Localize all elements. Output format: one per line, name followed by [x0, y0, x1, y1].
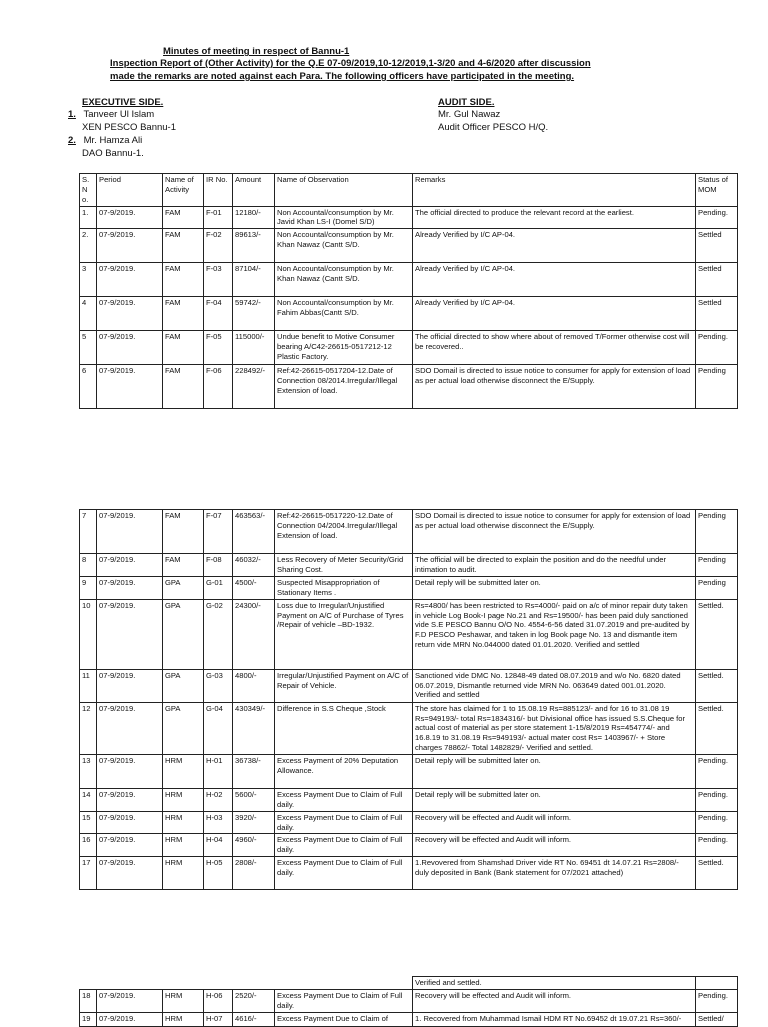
cell-amount: 5600/-	[233, 789, 275, 812]
cell-activity: FAM	[163, 229, 204, 263]
audit-officer-name: Mr. Gul Nawaz	[438, 109, 501, 120]
cell-status: Pending	[696, 365, 738, 409]
cell-activity: GPA	[163, 577, 204, 600]
table-row	[80, 989, 738, 1012]
table-row	[80, 857, 738, 890]
cell-status: Pending	[696, 510, 738, 554]
cell-sno: 2.	[80, 229, 97, 263]
cell-period: 07-9/2019.	[97, 554, 163, 577]
cell-status: Settled.	[696, 599, 738, 669]
cell-observation: Undue benefit to Motive Consumer bearing A/C42-26615-0517212-12 Plastic Factory.	[275, 331, 413, 365]
header-ir-no: IR No.	[204, 174, 233, 207]
cell-status: Pending	[696, 577, 738, 600]
cell-ir-no: F-07	[204, 510, 233, 554]
cell-period: 07-9/2019.	[97, 857, 163, 890]
header-status: Status of MOM	[696, 174, 738, 207]
cell-observation: Irregular/Unjustified Payment on A/C of Repair of Vehicle.	[275, 669, 413, 702]
cell-sno: 11	[80, 669, 97, 702]
cell-observation: Excess Payment Due to Claim of Full daily.	[275, 857, 413, 890]
cell-sno: 12	[80, 702, 97, 754]
cell-amount: 4960/-	[233, 834, 275, 857]
cell-observation: Excess Payment Due to Claim of Full daily.	[275, 789, 413, 812]
cell-observation: Ref:42-26615-0517220-12.Date of Connection 04/2004.Irregular/Illegal Extension of load.	[275, 510, 413, 554]
cell-sno: 19	[80, 1012, 97, 1026]
cell-activity: HRM	[163, 789, 204, 812]
header-remarks: Remarks	[413, 174, 696, 207]
cell-status: Pending.	[696, 789, 738, 812]
cell-activity: FAM	[163, 554, 204, 577]
cell-remarks: SDO Domail is directed to issue notice to consumer for apply for extension of load as per actual load otherwise disconnect the E/Supply.	[413, 510, 696, 554]
table-header-row	[80, 174, 738, 207]
executive-officer-2-name	[68, 135, 142, 146]
cell-observation: Suspected Misappropriation of Stationary Items .	[275, 577, 413, 600]
cell-ir-no: F-03	[204, 263, 233, 297]
table-row	[80, 510, 738, 554]
cell-observation: Excess Payment Due to Claim of	[275, 1012, 413, 1026]
header-activity: Name of Activity	[163, 174, 204, 207]
table-row	[80, 229, 738, 263]
cell-remarks: SDO Domail is directed to issue notice to consumer for apply for extension of load as per actual load otherwise disconnect the E/Supply.	[413, 365, 696, 409]
cell-ir-no: G-03	[204, 669, 233, 702]
table-row	[80, 599, 738, 669]
table-row	[80, 789, 738, 812]
cell-period: 07-9/2019.	[97, 297, 163, 331]
cell-ir-no: F-08	[204, 554, 233, 577]
cell-status: Settled/	[696, 1012, 738, 1026]
cell-period: 07-9/2019.	[97, 229, 163, 263]
cell-amount: 3920/-	[233, 811, 275, 834]
cell-sno: 10	[80, 599, 97, 669]
cell-period: 07-9/2019.	[97, 811, 163, 834]
cell-remarks: Recovery will be effected and Audit will inform.	[413, 834, 696, 857]
cell-amount: 4500/-	[233, 577, 275, 600]
cell-remarks: 1. Recovered from Muhammad Ismail HDM RT No.69452 dt 19.07.21 Rs=360/-	[413, 1012, 696, 1026]
cell-sno: 8	[80, 554, 97, 577]
cell-ir-no: H-04	[204, 834, 233, 857]
cell-observation: Non Accountal/consumption by Mr. Khan Nawaz (Cantt S/D.	[275, 263, 413, 297]
cell-ir-no: F-06	[204, 365, 233, 409]
header-period: Period	[97, 174, 163, 207]
empty-cell	[163, 977, 204, 990]
cell-remarks: Rs=4800/ has been restricted to Rs=4000/- paid on a/c of minor repair duty taken in vehicle Log Book-I page No.21 and Rs=19500/- has been paid duly sanctioned vide S.E PESCO Bannu O/O No. 4554-6-56 dated 31.07.2019 and pre-audited by F.D PESCO Peshawar, and taken in log Book page No. 13 and dismantle item return vide MRN No.044000 dated 01.01.2020. Verified and settled	[413, 599, 696, 669]
cell-amount: 2520/-	[233, 989, 275, 1012]
table-row	[80, 297, 738, 331]
carry-over-remark: Verified and settled.	[413, 977, 696, 990]
cell-ir-no: H-03	[204, 811, 233, 834]
empty-cell	[80, 977, 97, 990]
observations-table-part-2	[79, 509, 738, 890]
cell-amount: 430349/-	[233, 702, 275, 754]
cell-amount: 36738/-	[233, 755, 275, 789]
officer-number: 1.	[68, 109, 76, 120]
cell-ir-no: F-01	[204, 206, 233, 229]
cell-period: 07-9/2019.	[97, 669, 163, 702]
table-row	[80, 365, 738, 409]
cell-remarks: Already Verified by I/C AP-04.	[413, 263, 696, 297]
cell-activity: HRM	[163, 755, 204, 789]
cell-amount: 4800/-	[233, 669, 275, 702]
cell-observation: Excess Payment Due to Claim of Full daily.	[275, 989, 413, 1012]
cell-remarks: Detail reply will be submitted later on.	[413, 789, 696, 812]
cell-remarks: The official will be directed to explain the position and do the needful under intimation to audit.	[413, 554, 696, 577]
cell-activity: FAM	[163, 297, 204, 331]
cell-sno: 13	[80, 755, 97, 789]
table-row	[80, 554, 738, 577]
cell-observation: Ref:42-26615-0517204-12.Date of Connection 08/2014.Irregular/Illegal Extension of load.	[275, 365, 413, 409]
table-row	[80, 702, 738, 754]
empty-cell	[275, 977, 413, 990]
cell-observation: Non Accountal/consumption by Mr. Javid Khan LS-I (Domel S/D)	[275, 206, 413, 229]
cell-status: Settled.	[696, 702, 738, 754]
cell-period: 07-9/2019.	[97, 263, 163, 297]
cell-sno: 16	[80, 834, 97, 857]
cell-status: Pending	[696, 554, 738, 577]
observations-table-part-1	[79, 173, 738, 409]
cell-amount: 463563/-	[233, 510, 275, 554]
cell-observation: Excess Payment of 20% Deputation Allowance.	[275, 755, 413, 789]
table-row	[80, 263, 738, 297]
cell-status: Pending.	[696, 989, 738, 1012]
cell-remarks: Sanctioned vide DMC No. 12848-49 dated 08.07.2019 and w/o No. 6820 dated 06.07.2019, Dismantle returned vide MRN No. 063649 dated 001.01.2020. Verified and settled	[413, 669, 696, 702]
table-row	[80, 811, 738, 834]
executive-officer-1-name	[68, 109, 154, 120]
cell-ir-no: F-05	[204, 331, 233, 365]
cell-period: 07-9/2019.	[97, 989, 163, 1012]
document-title: Minutes of meeting in respect of Bannu-1	[163, 46, 350, 57]
cell-amount: 87104/-	[233, 263, 275, 297]
cell-activity: GPA	[163, 702, 204, 754]
cell-amount: 46032/-	[233, 554, 275, 577]
table-row	[80, 206, 738, 229]
cell-period: 07-9/2019.	[97, 365, 163, 409]
table-row	[80, 577, 738, 600]
cell-amount: 228492/-	[233, 365, 275, 409]
observations-table-part-3	[79, 976, 738, 1027]
empty-cell	[233, 977, 275, 990]
cell-status: Pending.	[696, 755, 738, 789]
cell-amount: 4616/-	[233, 1012, 275, 1026]
audit-officer-post: Audit Officer PESCO H/Q.	[438, 122, 549, 133]
table-row	[80, 834, 738, 857]
cell-ir-no: G-02	[204, 599, 233, 669]
cell-sno: 18	[80, 989, 97, 1012]
cell-sno: 5	[80, 331, 97, 365]
cell-activity: GPA	[163, 599, 204, 669]
cell-activity: HRM	[163, 1012, 204, 1026]
carry-over-row	[80, 977, 738, 990]
cell-remarks: Recovery will be effected and Audit will inform.	[413, 989, 696, 1012]
cell-amount: 2808/-	[233, 857, 275, 890]
cell-activity: FAM	[163, 510, 204, 554]
officer-name: Mr. Hamza Ali	[83, 135, 143, 146]
audit-side-title: AUDIT SIDE.	[438, 97, 495, 108]
header-sno: S. N o.	[80, 174, 97, 207]
cell-period: 07-9/2019.	[97, 206, 163, 229]
cell-activity: HRM	[163, 989, 204, 1012]
cell-sno: 7	[80, 510, 97, 554]
document-subtitle-cont: made the remarks are noted against each Para. The following officers have participated in the meeting.	[110, 71, 575, 82]
cell-ir-no: F-02	[204, 229, 233, 263]
cell-remarks: Already Verified by I/C AP-04.	[413, 229, 696, 263]
cell-sno: 9	[80, 577, 97, 600]
cell-sno: 14	[80, 789, 97, 812]
cell-status: Settled	[696, 263, 738, 297]
cell-amount: 59742/-	[233, 297, 275, 331]
cell-activity: HRM	[163, 834, 204, 857]
header-amount: Amount	[233, 174, 275, 207]
cell-activity: HRM	[163, 857, 204, 890]
cell-status: Pending.	[696, 811, 738, 834]
cell-ir-no: G-04	[204, 702, 233, 754]
cell-sno: 15	[80, 811, 97, 834]
cell-remarks: Detail reply will be submitted later on.	[413, 755, 696, 789]
cell-remarks: The official directed to show where about of removed T/Former otherwise cost will be recovered..	[413, 331, 696, 365]
cell-activity: FAM	[163, 331, 204, 365]
cell-activity: FAM	[163, 263, 204, 297]
cell-ir-no: H-05	[204, 857, 233, 890]
cell-observation: Non Accountal/consumption by Mr. Fahim Abbas(Cantt S/D.	[275, 297, 413, 331]
cell-status: Settled.	[696, 857, 738, 890]
cell-observation: Difference in S.S Cheque ,Stock	[275, 702, 413, 754]
empty-cell	[696, 977, 738, 990]
cell-observation: Excess Payment Due to Claim of Full daily.	[275, 834, 413, 857]
cell-amount: 115000/-	[233, 331, 275, 365]
cell-ir-no: H-02	[204, 789, 233, 812]
cell-remarks: The store has claimed for 1 to 15.08.19 Rs=885123/- and for 16 to 31.08 19 Rs=949193/- total Rs=1834316/- but Divisional office has issued S.S.Cheque for actual cost of material as per store statement 1-15/8/2019 Rs=454774/- and 16.8.19 to 31.08.19 Rs=949193/- actual mater cost Rs= 1403967/- + Store charges 78862/- Total 1482829/- Verified and settled.	[413, 702, 696, 754]
cell-period: 07-9/2019.	[97, 834, 163, 857]
cell-remarks: 1.Revovered from Shamshad Driver vide RT No. 69451 dt 14.07.21 Rs=2808/- duly deposited in Bank (Bank statement for 07/2021 attached)	[413, 857, 696, 890]
cell-sno: 1.	[80, 206, 97, 229]
cell-remarks: Detail reply will be submitted later on.	[413, 577, 696, 600]
cell-ir-no: H-01	[204, 755, 233, 789]
cell-status: Settled	[696, 229, 738, 263]
cell-period: 07-9/2019.	[97, 1012, 163, 1026]
cell-ir-no: H-07	[204, 1012, 233, 1026]
header-observation: Name of Observation	[275, 174, 413, 207]
executive-side-title: EXECUTIVE SIDE.	[82, 97, 164, 108]
cell-observation: Less Recovery of Meter Security/Grid Sharing Cost.	[275, 554, 413, 577]
cell-sno: 3	[80, 263, 97, 297]
document-subtitle: Inspection Report of (Other Activity) for the Q.E 07-09/2019,10-12/2019,1-3/20 and 4-6/2020 after discussion	[110, 58, 591, 69]
cell-status: Pending.	[696, 331, 738, 365]
cell-activity: HRM	[163, 811, 204, 834]
cell-period: 07-9/2019.	[97, 702, 163, 754]
cell-period: 07-9/2019.	[97, 510, 163, 554]
cell-activity: FAM	[163, 206, 204, 229]
officer-number: 2.	[68, 135, 76, 146]
cell-sno: 6	[80, 365, 97, 409]
cell-ir-no: G-01	[204, 577, 233, 600]
cell-remarks: Already Verified by I/C AP-04.	[413, 297, 696, 331]
cell-ir-no: F-04	[204, 297, 233, 331]
cell-sno: 4	[80, 297, 97, 331]
executive-officer-2-post: DAO Bannu-1.	[82, 148, 144, 159]
cell-amount: 89613/-	[233, 229, 275, 263]
cell-amount: 12180/-	[233, 206, 275, 229]
cell-ir-no: H-06	[204, 989, 233, 1012]
cell-observation: Excess Payment Due to Claim of Full daily.	[275, 811, 413, 834]
cell-period: 07-9/2019.	[97, 789, 163, 812]
cell-observation: Loss due to Irregular/Unjustified Payment on A/C of Purchase of Tyres /Repair of vehicle –BD-1932.	[275, 599, 413, 669]
cell-status: Settled.	[696, 669, 738, 702]
executive-officer-1-post: XEN PESCO Bannu-1	[82, 122, 176, 133]
cell-status: Pending.	[696, 206, 738, 229]
cell-remarks: The official directed to produce the relevant record at the earliest.	[413, 206, 696, 229]
table-row	[80, 669, 738, 702]
table-row	[80, 755, 738, 789]
cell-amount: 24300/-	[233, 599, 275, 669]
cell-activity: FAM	[163, 365, 204, 409]
empty-cell	[204, 977, 233, 990]
table-row	[80, 331, 738, 365]
cell-remarks: Recovery will be effected and Audit will inform.	[413, 811, 696, 834]
cell-status: Settled	[696, 297, 738, 331]
cell-period: 07-9/2019.	[97, 599, 163, 669]
cell-period: 07-9/2019.	[97, 331, 163, 365]
cell-period: 07-9/2019.	[97, 755, 163, 789]
cell-sno: 17	[80, 857, 97, 890]
cell-activity: GPA	[163, 669, 204, 702]
cell-period: 07-9/2019.	[97, 577, 163, 600]
cell-status: Pending.	[696, 834, 738, 857]
officer-name: Tanveer Ul Islam	[83, 109, 155, 120]
cell-observation: Non Accountal/consumption by Mr. Khan Nawaz (Cantt S/D.	[275, 229, 413, 263]
empty-cell	[97, 977, 163, 990]
